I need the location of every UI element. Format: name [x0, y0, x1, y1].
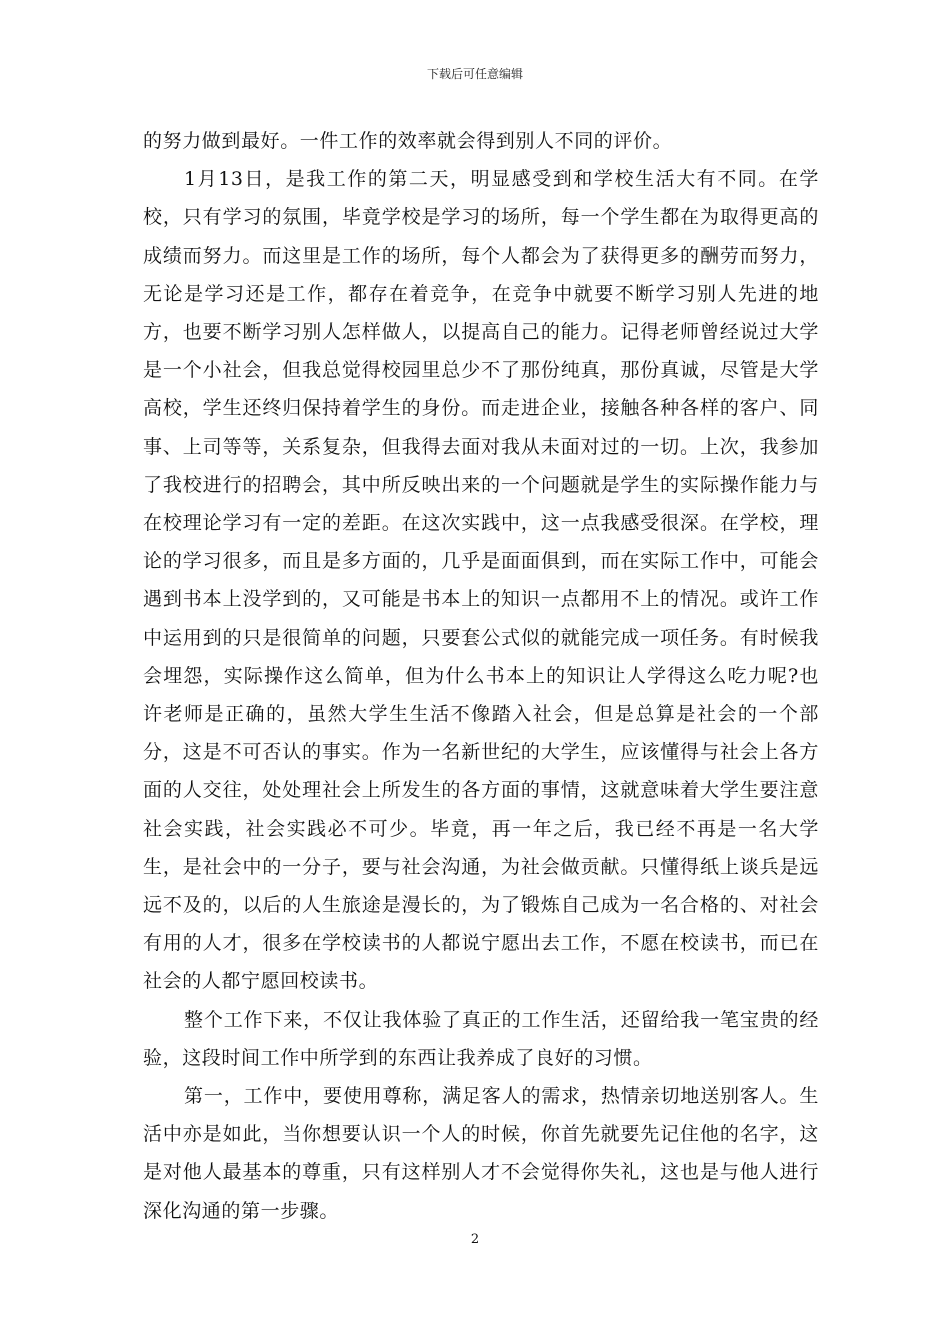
- paragraph-summary: 整个工作下来，不仅让我体验了真正的工作生活，还留给我一笔宝贵的经验，这段时间工作中所学到的东西让我养成了良好的习惯。: [143, 1008, 819, 1069]
- document-body: [143, 122, 819, 1230]
- paragraph-first-point: 第一，工作中，要使用尊称，满足客人的需求，热情亲切地送别客人。生活中亦是如此，当你想要认识一个人的时候，你首先就要先记住他的名字，这是对他人最基本的尊重，只有这样别人才不会觉得你失礼，这也是与他人进行深化沟通的第一步骤。: [143, 1085, 819, 1222]
- paragraph-continuation: 的努力做到最好。一件工作的效率就会得到别人不同的评价。: [143, 130, 673, 152]
- paragraph-jan-13: 1月13日，是我工作的第二天，明显感受到和学校生活大有不同。在学校，只有学习的氛围，毕竟学校是学习的场所，每一个学生都在为取得更高的成绩而努力。而这里是工作的场所，每个人都会为了获得更多的酬劳而努力，无论是学习还是工作，都存在着竞争，在竞争中就要不断学习别人先进的地方，也要不断学习别人怎样做人，以提高自己的能力。记得老师曾经说过大学是一个小社会，但我总觉得校园里总少不了那份纯真，那份真诚，尽管是大学高校，学生还终归保持着学生的身份。而走进企业，接触各种各样的客户、同事、上司等等，关系复杂，但我得去面对我从未面对过的一切。上次，我参加了我校进行的招聘会，其中所反映出来的一个问题就是学生的实际操作能力与在校理论学习有一定的差距。在这次实践中，这一点我感受很深。在学校，理论的学习很多，而且是多方面的，几乎是面面俱到，而在实际工作中，可能会遇到书本上没学到的，又可能是书本上的知识一点都用不上的情况。或许工作中运用到的只是很简单的问题，只要套公式似的就能完成一项任务。有时候我会埋怨，实际操作这么简单，但为什么书本上的知识让人学得这么吃力呢?也许老师是正确的，虽然大学生生活不像踏入社会，但是总算是社会的一个部分，这是不可否认的事实。作为一名新世纪的大学生，应该懂得与社会上各方面的人交往，处处理社会上所发生的各方面的事情，这就意味着大学生要注意社会实践，社会实践必不可少。毕竟，再一年之后，我已经不再是一名大学生，是社会中的一分子，要与社会沟通，为社会做贡献。只懂得纸上谈兵是远远不及的，以后的人生旅途是漫长的，为了锻炼自己成为一名合格的、对社会有用的人才，很多在学校读书的人都说宁愿出去工作，不愿在校读书，而已在社会的人都宁愿回校读书。: [143, 168, 819, 993]
- page-header: 下载后可任意编辑: [426, 67, 523, 81]
- page-number: 2: [470, 1232, 480, 1247]
